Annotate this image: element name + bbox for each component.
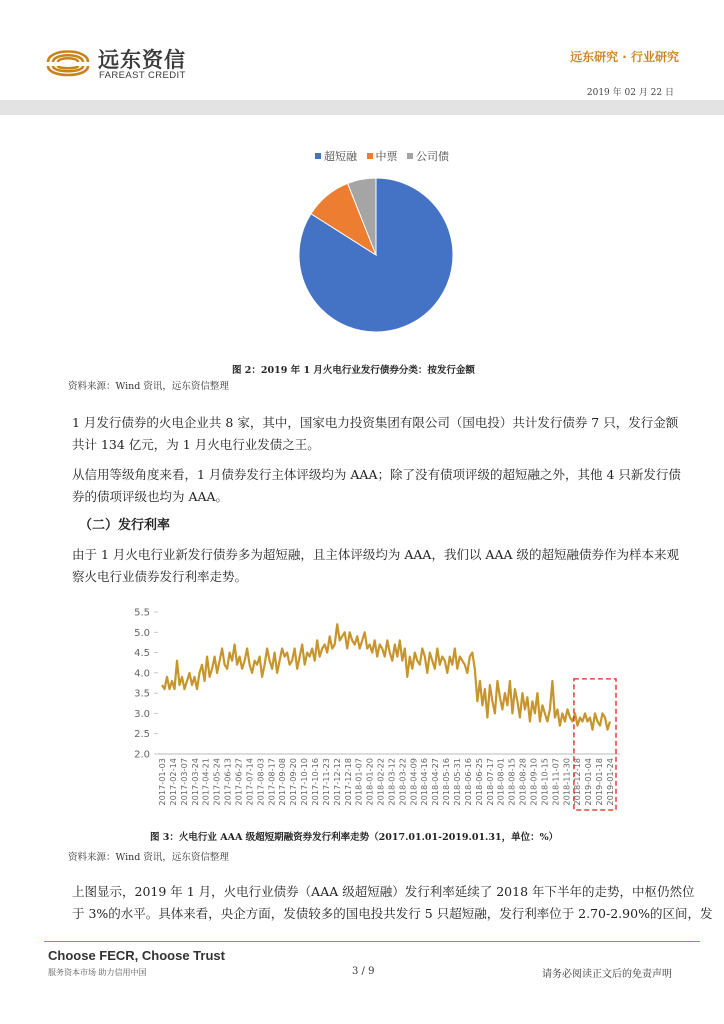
fareast-logo-icon (44, 40, 92, 80)
legend-item-ultra-short (315, 150, 357, 163)
x-tick-label: 2018-05-16 (441, 758, 452, 806)
x-tick-label: 2017-08-17 (266, 758, 277, 806)
paragraph-sample (72, 544, 682, 588)
legend-label: 公司债 (416, 150, 449, 163)
x-tick-label: 2017-12-18 (342, 758, 353, 806)
text-line: 1 月发行债券的火电企业共 8 家，其中，国家电力投资集团有限公司（国电投）共计发行债券 7 只，发行金额 (72, 415, 679, 430)
x-tick-label: 2017-06-27 (233, 758, 244, 806)
x-tick-label: 2017-10-16 (310, 758, 320, 806)
section-heading: （二）发行利率 (79, 518, 171, 533)
x-tick-label: 2019-01-24 (605, 758, 615, 806)
y-tick-label: 4.5 (134, 648, 150, 660)
pie-legend (315, 148, 455, 164)
x-tick-label: 2018-08-15 (506, 758, 517, 806)
x-tick-label: 2017-07-14 (244, 758, 255, 806)
footer-brand: Choose FECR, Choose Trust (48, 948, 225, 963)
y-tick-label: 4.0 (134, 668, 150, 680)
x-tick-label: 2017-11-23 (320, 758, 331, 806)
header-band (0, 100, 724, 115)
issuance-rate-line-chart (120, 600, 640, 820)
y-tick-label: 2.5 (134, 729, 150, 741)
x-tick-label: 2018-08-28 (517, 758, 528, 806)
text-line: 于 3%的水平。具体来看，央企方面，发债较多的国电投共发行 5 只超短融，发行利率位于 2.70-2.90%的区间，发 (72, 906, 713, 921)
x-tick-label: 2018-11-07 (550, 758, 561, 806)
figure-3-caption: 图 3：火电行业 AAA 级超短期融资券发行利率走势（2017.01.01-2019.01.31，单位：%） (150, 832, 559, 843)
footer-slogan: 服务资本市场 助力信用中国 (48, 968, 147, 977)
report-date: 2019 年 02 月 22 日 (586, 88, 674, 98)
x-tick-label: 2019-01-04 (583, 758, 594, 806)
paragraph-analysis (72, 881, 713, 925)
x-tick-label: 2017-04-21 (200, 758, 211, 806)
text-line: 共计 134 亿元，为 1 月火电行业发债之王。 (72, 437, 320, 452)
x-tick-label: 2018-03-22 (397, 758, 408, 806)
x-tick-label: 2017-02-14 (167, 758, 178, 806)
logo-name-en: FAREAST CREDIT (99, 70, 186, 81)
y-tick-label: 5.5 (134, 607, 150, 619)
text-line: 上图显示，2019 年 1 月，火电行业债券（AAA 级超短融）发行利率延续了 2018 年下半年的走势，中枢仍然位 (72, 884, 695, 899)
y-tick-label: 3.0 (134, 708, 150, 720)
y-tick-label: 3.5 (134, 688, 150, 700)
text-line: 由于 1 月火电行业新发行债券多为超短融，且主体评级均为 AAA，我们以 AAA 级的超短融债券作为样本来观 (72, 547, 679, 562)
x-tick-label: 2018-04-16 (419, 758, 430, 806)
x-tick-label: 2017-08-03 (255, 758, 266, 806)
text-line: 察火电行业债券发行利率走势。 (72, 569, 248, 584)
x-tick-label: 2017-03-07 (178, 758, 189, 806)
bond-type-pie-chart (298, 177, 454, 333)
legend-item-corporate-bond (407, 150, 449, 163)
x-tick-label: 2018-06-25 (473, 758, 484, 806)
x-tick-label: 2018-05-31 (452, 758, 462, 806)
figure-2-source: 资料来源：Wind 资讯，远东资信整理 (68, 381, 229, 392)
x-tick-label: 2019-01-18 (594, 758, 605, 806)
x-tick-label: 2018-02-22 (375, 758, 386, 806)
disclaimer-notice: 请务必阅读正文后的免责声明 (542, 969, 672, 980)
x-tick-label: 2017-05-24 (211, 758, 222, 806)
legend-label: 超短融 (324, 150, 357, 163)
x-tick-label: 2017-10-10 (299, 758, 309, 806)
x-tick-label: 2018-01-20 (364, 758, 375, 806)
rate-series-line (162, 624, 610, 730)
x-tick-label: 2018-03-12 (386, 758, 397, 806)
x-tick-label: 2018-04-27 (430, 758, 441, 806)
x-tick-label: 2017-12-12 (331, 758, 342, 806)
x-tick-label: 2018-07-17 (484, 758, 495, 806)
legend-label: 中票 (375, 150, 398, 163)
y-tick-label: 5.0 (134, 627, 150, 639)
x-tick-label: 2017-03-24 (189, 758, 200, 806)
footer-rule (44, 941, 700, 942)
x-tick-label: 2017-06-13 (222, 758, 233, 806)
y-tick-label: 2.0 (134, 749, 150, 761)
x-tick-label: 2018-04-09 (408, 758, 419, 806)
x-tick-label: 2018-10-15 (539, 758, 550, 806)
logo-name-cn: 远东资信 (98, 48, 186, 72)
x-tick-label: 2018-06-16 (463, 758, 473, 806)
x-tick-label: 2018-08-01 (495, 758, 506, 806)
legend-item-mtn (367, 150, 398, 163)
text-line: 从信用等级角度来看，1 月债券发行主体评级均为 AAA；除了没有债项评级的超短融之外，其他 4 只新发行债 (72, 467, 681, 482)
figure-2-caption: 图 2：2019 年 1 月火电行业发行债券分类：按发行金额 (232, 365, 475, 376)
x-tick-label: 2017-01-03 (157, 758, 167, 806)
paragraph-issuers (72, 412, 682, 456)
x-tick-label: 2017-09-08 (277, 758, 288, 806)
x-tick-label: 2017-09-20 (288, 758, 299, 806)
x-tick-label: 2018-11-30 (561, 758, 572, 806)
paragraph-ratings (72, 464, 682, 508)
figure-3-source: 资料来源：Wind 资讯，远东资信整理 (68, 852, 229, 863)
x-tick-label: 2018-09-10 (528, 758, 539, 806)
x-tick-label: 2018-01-07 (353, 758, 364, 806)
page-number: 3 / 9 (352, 966, 375, 977)
text-line: 券的债项评级也均为 AAA。 (72, 489, 229, 504)
section-title: 远东研究 · 行业研究 (570, 50, 679, 64)
x-tick-label: 2018-12-18 (572, 758, 583, 806)
